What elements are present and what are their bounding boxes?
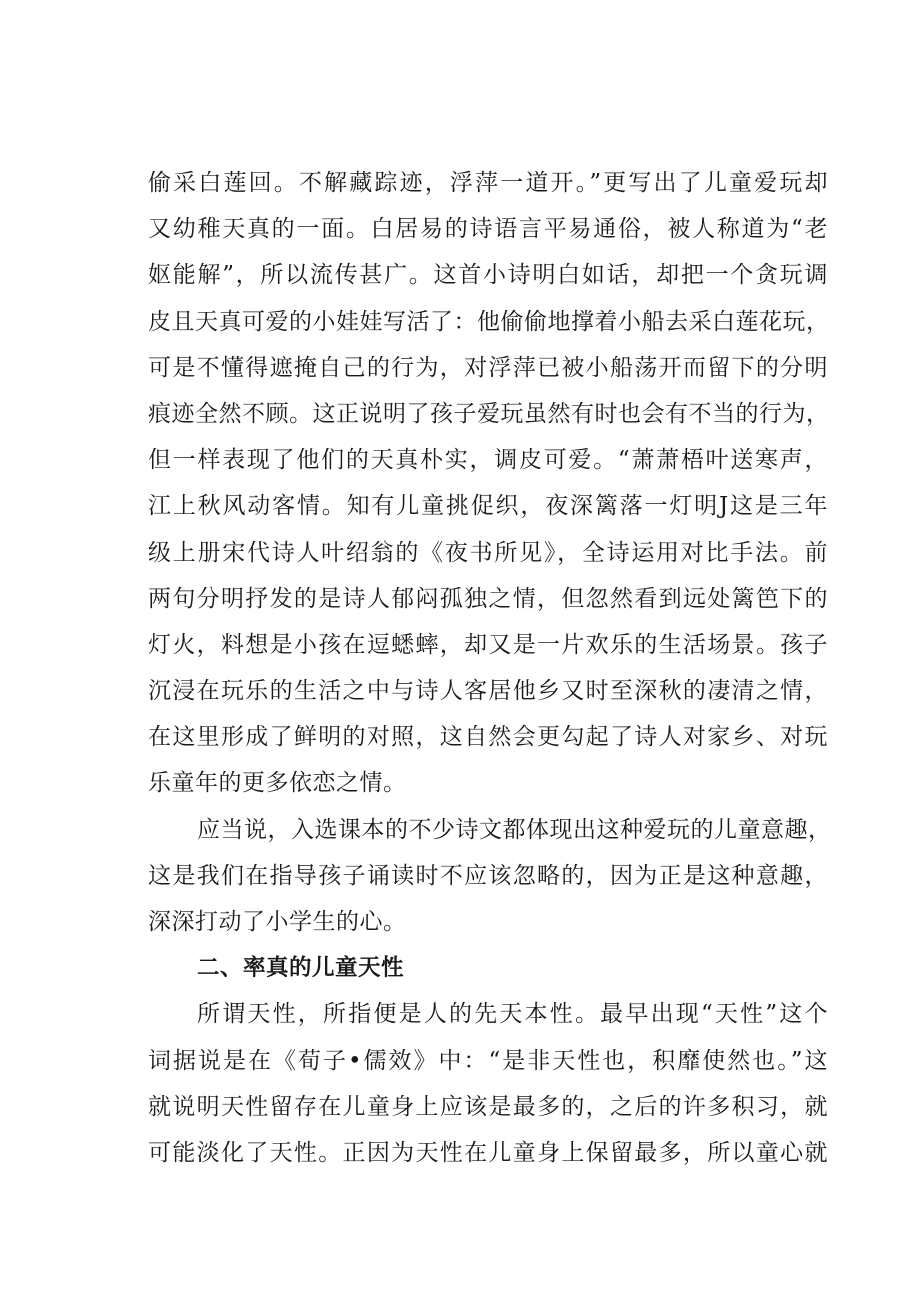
paragraph-2 xyxy=(148,807,832,946)
text-line: 皮且天真可爱的小娃娃写活了：他偷偷地撑着小船去采白莲花玩， xyxy=(148,308,830,335)
text-line: 可能淡化了天性。正因为天性在儿童身上保留最多，所以童心就 xyxy=(148,1139,828,1166)
text-line: 可是不懂得遮掩自己的行为，对浮萍已被小船荡开而留下的分明 xyxy=(148,354,828,381)
text-line: 沉浸在玩乐的生活之中与诗人客居他乡又时至深秋的凄清之情， xyxy=(148,678,828,705)
document-body xyxy=(148,160,832,1176)
text-line: 就说明天性留存在儿童身上应该是最多的，之后的许多积习，就 xyxy=(148,1093,828,1120)
text-line: 但一样表现了他们的天真朴实，调皮可爱。“萧萧梧叶送寒声， xyxy=(148,447,828,474)
text-line: 妪能解”，所以流传甚广。这首小诗明白如话，却把一个贪玩调 xyxy=(148,262,828,289)
text-line: 江上秋风动客情。知有儿童挑促织，夜深篱落一灯明J这是三年 xyxy=(148,493,828,520)
text-line: 灯火，料想是小孩在逗蟋蟀，却又是一片欢乐的生活场景。孩子 xyxy=(148,631,828,658)
text-line: 又幼稚天真的一面。白居易的诗语言平易通俗，被人称道为“老 xyxy=(148,216,828,243)
text-line: 词据说是在《荀子•儒效》中：“是非天性也，积靡使然也。”这 xyxy=(148,1047,828,1074)
text-line: 两句分明抒发的是诗人郁闷孤独之情，但忽然看到远处篱笆下的 xyxy=(148,585,828,612)
text-line: 深深打动了小学生的心。 xyxy=(148,909,407,935)
text-line: 所谓天性，所指便是人的先天本性。最早出现“天性”这个 xyxy=(197,1001,828,1028)
text-line: 乐童年的更多依恋之情。 xyxy=(148,770,407,797)
text-line: 在这里形成了鲜明的对照，这自然会更勾起了诗人对家乡、对玩 xyxy=(148,724,828,751)
text-line: 偷采白莲回。不解藏踪迹，浮萍一道开。”更写出了儿童爱玩却 xyxy=(148,170,828,196)
text-line: 这是我们在指导孩子诵读时不应该忽略的，因为正是这种意趣， xyxy=(148,862,828,889)
paragraph-3 xyxy=(148,991,828,1176)
text-line: 痕迹全然不顾。这正说明了孩子爱玩虽然有时也会有不当的行为， xyxy=(148,400,830,427)
text-line: 应当说，入选课本的不少诗文都体现出这种爱玩的儿童意趣， xyxy=(197,816,832,843)
paragraph-1 xyxy=(148,160,828,807)
text-line: 级上册宋代诗人叶绍翁的《夜书所见》，全诗运用对比手法。前 xyxy=(148,539,828,566)
section-heading: 二、率真的儿童天性 xyxy=(197,955,405,982)
